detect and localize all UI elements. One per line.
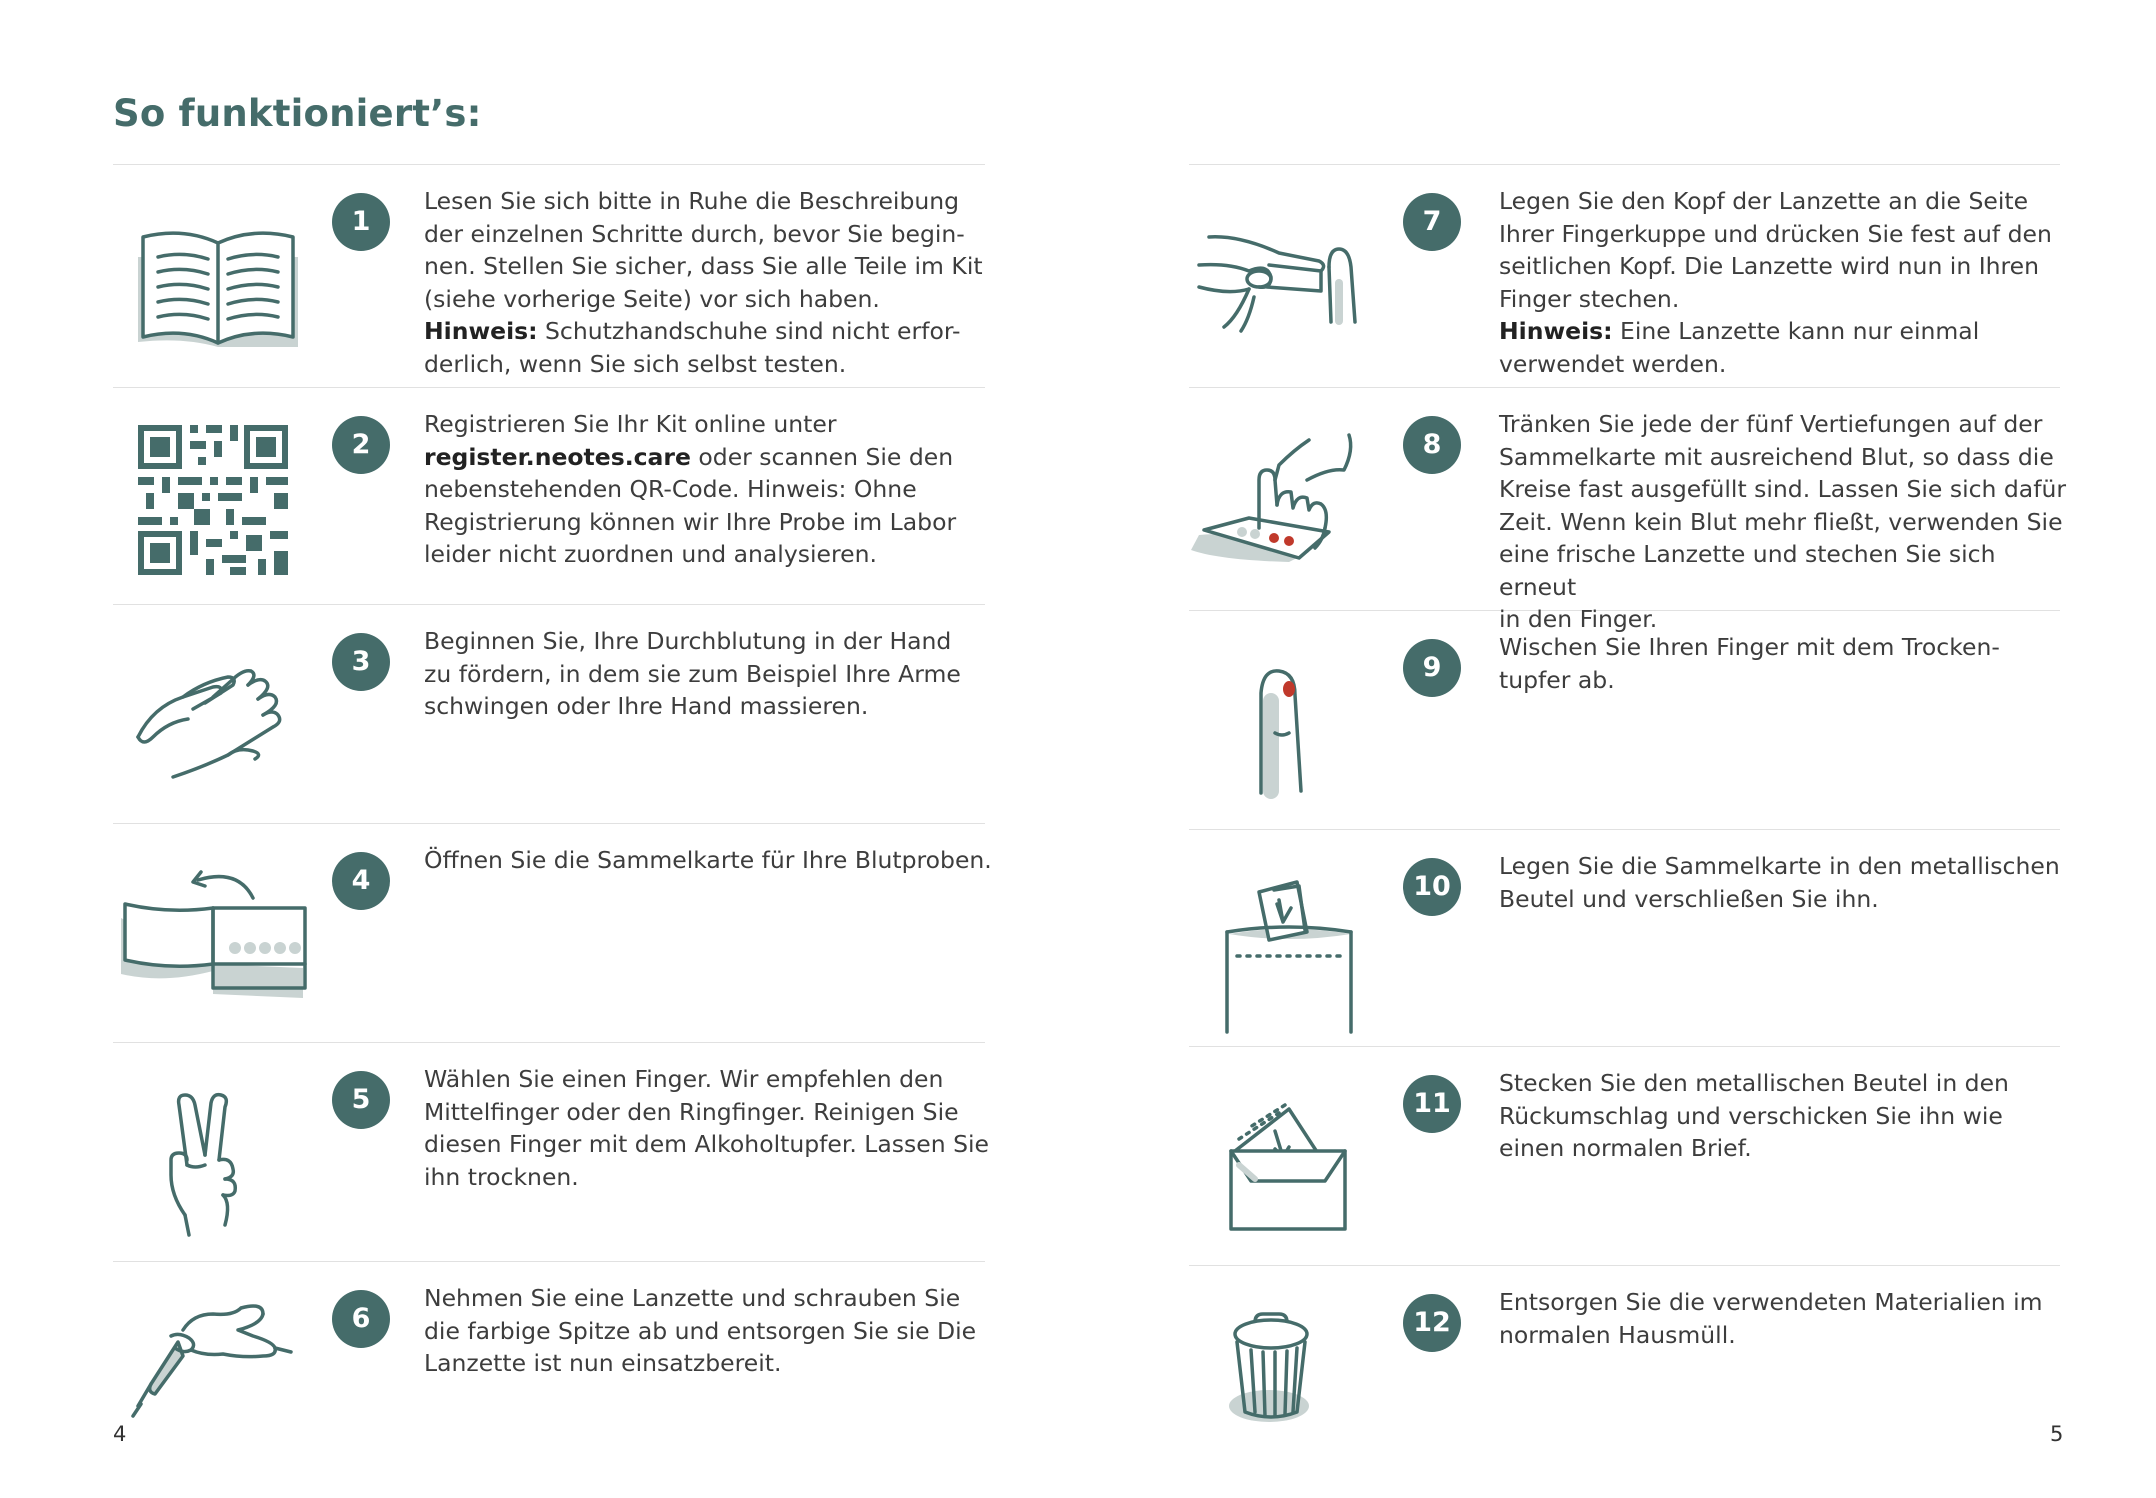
step-11 (1189, 1047, 2060, 1265)
two-fingers-icon (113, 1065, 313, 1255)
step-number-badge: 4 (332, 852, 390, 910)
note-label: Hinweis: (1499, 317, 1613, 345)
open-card-icon (113, 846, 313, 1036)
step-12 (1189, 1266, 2060, 1434)
step-text: Entsorgen Sie die verwendeten Materialien im normalen Hausmüll. (1499, 1288, 2043, 1349)
steps-left-column (113, 164, 992, 1432)
step-5 (113, 1043, 990, 1261)
step-number-badge: 5 (332, 1071, 390, 1129)
step-text: Öffnen Sie die Sammelkarte für Ihre Blutproben. (424, 846, 992, 874)
step-number-badge: 8 (1403, 416, 1461, 474)
qr-code-icon (113, 410, 313, 600)
bleeding-finger-icon (1179, 633, 1379, 823)
step-8 (1189, 388, 2067, 633)
step-10 (1189, 830, 2060, 1046)
pouch-icon (1179, 852, 1379, 1042)
step-1 (113, 165, 985, 387)
lancet-finger-icon (1179, 187, 1379, 377)
step-number-badge: 9 (1403, 639, 1461, 697)
step-text: Legen Sie die Sammelkarte in den metallischen Beutel und verschließen Sie ihn. (1499, 852, 2060, 913)
step-number-badge: 7 (1403, 193, 1461, 251)
step-text: Lesen Sie sich bitte in Ruhe die Beschreibung der einzelnen Schritte durch, bevor Sie begin- nen. Stellen Sie sicher, dass Sie alle Teile im Kit (siehe vorherige Seite) vor sich haben. Hinweis: Schutzhandschuhe sind nicht erfor- derlich, wenn Sie sich selbst testen. (424, 187, 983, 378)
steps-right-column (1189, 164, 2067, 1434)
step-number-badge: 10 (1403, 858, 1461, 916)
rubbing-hands-icon (113, 627, 313, 817)
step-text: Tränken Sie jede der fünf Vertiefungen auf der Sammelkarte mit ausreichend Blut, so dass die Kreise fast ausgefüllt sind. Lassen Sie sich dafür Zeit. Wenn kein Blut mehr fließt, verwenden Sie eine frische Lanzette und stechen Sie sich erneut in den Finger. (1499, 410, 2067, 633)
step-2 (113, 388, 985, 604)
step-number-badge: 3 (332, 633, 390, 691)
step-text: Registrieren Sie Ihr Kit online unter register.neotes.care oder scannen Sie den nebenstehenden QR-Code. Hinweis: Ohne Registrierung können wir Ihre Probe im Labor leider nicht zuordnen und analysieren. (424, 410, 957, 568)
step-text: Beginnen Sie, Ihre Durchblutung in der Hand zu fördern, in dem sie zum Beispiel Ihre Arme schwingen oder Ihre Hand massieren. (424, 627, 961, 720)
step-text: Stecken Sie den metallischen Beutel in den Rückumschlag und verschicken Sie ihn wie einen normalen Brief. (1499, 1069, 2009, 1162)
step-9 (1189, 611, 2060, 829)
note-label: Hinweis: (424, 317, 538, 345)
step-text: Wählen Sie einen Finger. Wir empfehlen den Mittelfinger oder den Ringfinger. Reinigen Sie diesen Finger mit dem Alkoholtupfer. Lassen Sie ihn trocknen. (424, 1065, 990, 1191)
registration-link[interactable]: register.neotes.care (424, 442, 691, 471)
page-title: So funktioniert’s: (113, 92, 482, 135)
step-number-badge: 2 (332, 416, 390, 474)
step-6 (113, 1262, 985, 1432)
step-text: Legen Sie den Kopf der Lanzette an die Seite Ihrer Fingerkuppe und drücken Sie fest auf den seitlichen Kopf. Die Lanzette wird nun in Ihren Finger stechen. Hinweis: Eine Lanzette kann nur einmal verwendet werden. (1499, 187, 2052, 378)
trash-can-icon (1179, 1288, 1379, 1478)
step-number-badge: 1 (332, 193, 390, 251)
step-number-badge: 12 (1403, 1294, 1461, 1352)
page-number-right: 5 (2050, 1422, 2064, 1446)
envelope-icon (1179, 1069, 1379, 1259)
step-3 (113, 605, 985, 823)
step-number-badge: 11 (1403, 1075, 1461, 1133)
step-4 (113, 824, 992, 1042)
step-text: Nehmen Sie eine Lanzette und schrauben Sie die farbige Spitze ab und entsorgen Sie sie Die Lanzette ist nun einsatzbereit. (424, 1284, 977, 1377)
step-number-badge: 6 (332, 1290, 390, 1348)
finger-card-icon (1179, 410, 1379, 600)
hand-lancet-icon (113, 1284, 313, 1474)
page-number-left: 4 (113, 1422, 127, 1446)
step-text: Wischen Sie Ihren Finger mit dem Trocken- tupfer ab. (1499, 633, 2000, 694)
open-book-icon (113, 187, 313, 377)
step-7 (1189, 165, 2060, 387)
